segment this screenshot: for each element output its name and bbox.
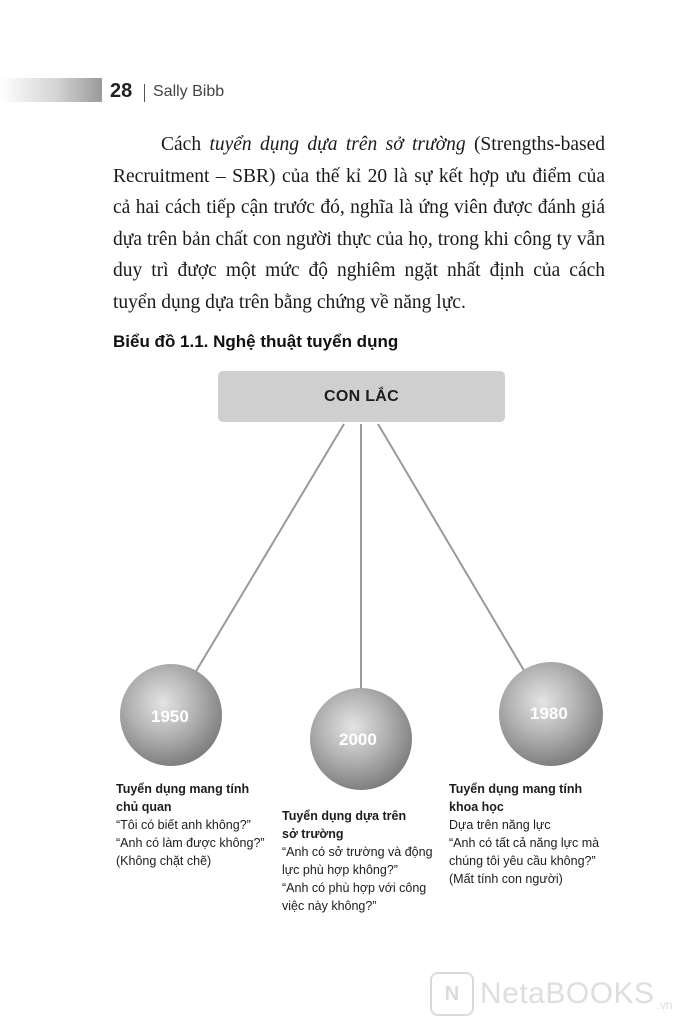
netabooks-logo-icon: N <box>430 972 474 1016</box>
paragraph-italic-term: tuyển dụng dựa trên sở trường <box>209 134 466 155</box>
desc-line: “Anh có phù hợp với công <box>282 881 427 895</box>
watermark-text: NetaBOOKS <box>480 977 655 1010</box>
desc-line: (Mất tính con người) <box>449 872 563 886</box>
desc-line: “Anh có làm được không?” <box>116 836 265 850</box>
watermark <box>430 972 673 1016</box>
bob-year-1980: 1980 <box>530 704 568 723</box>
desc-line: “Tôi có biết anh không?” <box>116 818 251 832</box>
paragraph-lead: Cách <box>161 134 210 155</box>
desc-line: lực phù hợp không?” <box>282 863 398 877</box>
string-1950 <box>186 424 344 688</box>
description-1980 <box>449 780 624 888</box>
desc-title: Tuyển dụng mang tính <box>116 782 250 796</box>
desc-title: sở trường <box>282 827 344 841</box>
pendulum-pivot-box: CON LẮC <box>218 371 505 422</box>
desc-title: khoa học <box>449 800 504 814</box>
description-1950 <box>116 780 286 870</box>
desc-line: việc này không?” <box>282 899 377 913</box>
desc-title: chủ quan <box>116 800 172 814</box>
desc-line: Dựa trên năng lực <box>449 818 551 832</box>
bob-year-2000: 2000 <box>339 730 377 749</box>
desc-title: Tuyển dụng dựa trên <box>282 809 407 823</box>
description-2000 <box>282 807 452 915</box>
desc-line: chúng tôi yêu cầu không?” <box>449 854 596 868</box>
desc-line: “Anh có tất cả năng lực mà <box>449 836 600 850</box>
figure-caption: Biểu đồ 1.1. Nghệ thuật tuyển dụng <box>113 332 399 351</box>
paragraph-rest: (Strengths-based Recruitment – SBR) của thế kỉ 20 là sự kết hợp ưu điểm của cả hai cách tiếp cận trước đó, nghĩa là ứng viên được đánh giá dựa trên bản chất con người thực của họ, trong khi công ty vẫn duy trì được một mức độ nghiêm ngặt nhất định của cách tuyển dụng dựa trên bằng chứng về năng lực. <box>113 134 605 313</box>
watermark-suffix: .vn <box>656 998 673 1012</box>
bob-year-1950: 1950 <box>151 707 189 726</box>
desc-line: “Anh có sở trường và động <box>282 845 433 859</box>
string-1980 <box>378 424 532 684</box>
page-number: 28 <box>110 80 133 102</box>
running-header-author: Sally Bibb <box>153 83 225 100</box>
desc-line: (Không chặt chẽ) <box>116 854 212 868</box>
desc-title: Tuyển dụng mang tính <box>449 782 583 796</box>
